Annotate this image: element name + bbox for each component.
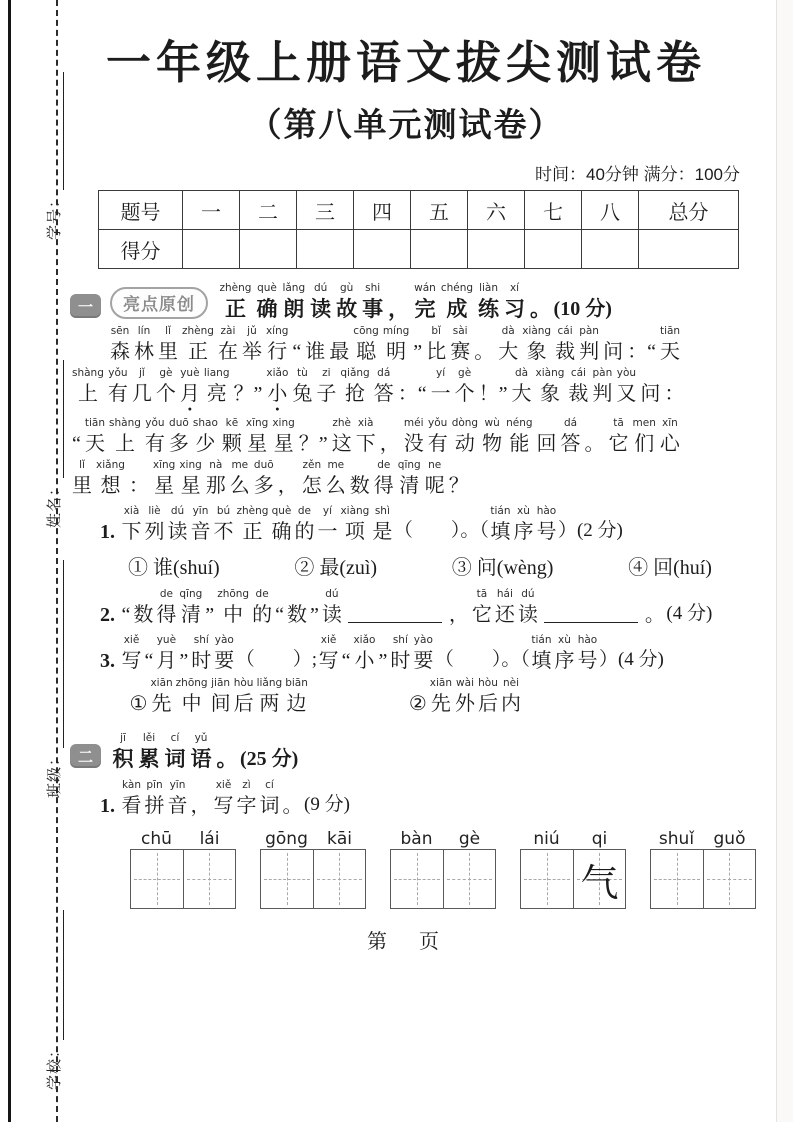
ruby-char: zì 字 [236, 779, 257, 818]
ruby-char: liè 列 [144, 505, 165, 544]
ruby-char: zhōng 中 [175, 677, 208, 716]
writing-cell[interactable] [443, 850, 495, 908]
question-number-cell: 八 [582, 191, 639, 230]
writing-cell[interactable] [703, 850, 755, 908]
grid-pinyin: gè [458, 829, 481, 850]
page-left-border [8, 0, 11, 1122]
grid-pinyin: kāi [327, 829, 352, 850]
ruby-char: xīng 星 [245, 417, 269, 456]
answer-blank[interactable] [348, 589, 442, 623]
name-field[interactable] [44, 360, 64, 528]
section2-header [70, 733, 742, 771]
page-title: 一年级上册语文拔尖测试卷 [105, 37, 706, 88]
writing-cell[interactable] [313, 850, 365, 908]
ruby-char: 数 [133, 604, 154, 627]
ruby-char: shao 少 [192, 417, 218, 456]
ruby-char: dú 读 [310, 282, 332, 321]
question-number-cell: 一 [183, 191, 240, 230]
q1-option-1[interactable]: ① 谁(shuí) [128, 557, 220, 580]
grid-pinyin: bàn [400, 829, 433, 850]
question-1-number: 1. [100, 521, 115, 544]
ruby-char: me 么 [229, 459, 250, 498]
ruby-char: cái 裁 [568, 367, 589, 406]
passage-line-4 [70, 460, 742, 497]
ruby-char: biān 边 [285, 677, 308, 716]
ruby-char: “ [292, 341, 302, 364]
score-cell[interactable] [525, 230, 582, 269]
ruby-char: duō 多 [253, 459, 274, 498]
class-label: 班级： [47, 749, 63, 798]
written-char [391, 850, 443, 908]
ruby-char: zài 在 [217, 325, 238, 364]
ruby-char: xiě 写 [213, 779, 234, 818]
ruby-char: xīn 心 [659, 417, 680, 456]
ruby-char: ： [128, 475, 149, 498]
name-fill-line[interactable] [59, 360, 64, 478]
name-label: 姓名： [47, 479, 63, 528]
ruby-char: shàng 上 [109, 417, 141, 456]
ruby-char: ” [413, 341, 423, 364]
ruby-char: qiǎng 抢 [340, 367, 370, 406]
ruby-char: ？” [298, 433, 328, 456]
written-char [131, 850, 183, 908]
score-cell[interactable] [582, 230, 639, 269]
ruby-char: ne 呢 [424, 459, 445, 498]
grid-pinyin-row [390, 829, 496, 849]
grid-pinyin: guǒ [713, 829, 746, 850]
ruby-char: yǒu 有 [427, 417, 448, 456]
text-run: ）(4 分) [598, 649, 664, 671]
ruby-char: liǎng 两 [256, 677, 283, 716]
ruby-char: sài 赛 [450, 325, 471, 364]
written-char [184, 850, 235, 908]
ruby-char: 。 [644, 604, 665, 627]
ruby-char: xiān 先 [150, 677, 173, 716]
school-label: 学校： [47, 1041, 63, 1090]
ruby-char: xù 序 [554, 634, 575, 673]
question-3-number: 3. [100, 650, 115, 673]
grid-pinyin-row [260, 829, 366, 849]
score-table [98, 190, 739, 269]
page-subtitle: （第八单元测试卷） [248, 106, 564, 143]
ruby-char: bǐ 比 [426, 325, 447, 364]
ruby-char: cái 裁 [555, 325, 576, 364]
ruby-char: míng 明 [382, 325, 410, 364]
ruby-char: 。 [584, 433, 605, 456]
ruby-char: xīng 星 [152, 459, 176, 498]
ruby-char: ” [310, 604, 319, 627]
class-fill-line[interactable] [59, 560, 64, 748]
written-char: 气 [580, 862, 619, 905]
ruby-char: xiān 先 [429, 677, 453, 716]
ruby-char: tián 填 [490, 505, 511, 544]
ruby-char: xí 习 [504, 282, 526, 321]
writing-cell[interactable] [131, 850, 183, 908]
ruby-char: wù 物 [482, 417, 503, 456]
ruby-char: “ [72, 433, 81, 456]
ruby-char: 问 [640, 383, 661, 406]
ruby-char: me 么 [325, 459, 346, 498]
ruby-char: qīng 清 [179, 588, 203, 627]
class-field[interactable] [44, 560, 64, 798]
ruby-char: xù 序 [513, 505, 534, 544]
question-number-cell: 二 [240, 191, 297, 230]
ruby-char: wán 完 [414, 282, 436, 321]
ruby-char: sēn 森 [110, 325, 130, 364]
ruby-char: ， [190, 795, 211, 818]
ruby-char: zhèng 正 [182, 325, 214, 364]
written-char [651, 850, 703, 908]
question-number-cell: 总分 [639, 191, 739, 230]
ruby-char: lěi 累 [138, 732, 160, 772]
ruby-char: nà 那 [205, 459, 226, 498]
ruby-char: de 得 [373, 459, 394, 498]
ruby-char: kē 颗 [221, 417, 242, 456]
ruby-char: cōng 聪 [353, 325, 379, 364]
page-right-edge [776, 0, 793, 1122]
ruby-char: néng 能 [506, 417, 533, 456]
ruby-char: xiǎo 小 [353, 634, 376, 673]
section1-number-badge: 一 [70, 294, 101, 318]
ruby-char: de 的 [252, 588, 273, 627]
score-cell[interactable] [183, 230, 240, 269]
student-id-fill-line[interactable] [59, 72, 64, 190]
ruby-char: zhōng 中 [217, 588, 250, 627]
question-1-options [128, 551, 712, 580]
section2-number-badge: 二 [70, 744, 101, 768]
ruby-char: yǔ 语 [190, 732, 212, 772]
grid-pinyin: chū [141, 829, 172, 850]
score-cell: 得分 [99, 230, 183, 269]
ruby-char: 。 [282, 795, 303, 818]
writing-cell[interactable] [391, 850, 443, 908]
ruby-char: gè 个 [155, 367, 176, 406]
word-grid-group [650, 829, 756, 909]
ruby-char: xiàng 项 [340, 505, 370, 544]
student-id-label: 学号： [47, 191, 63, 240]
student-id-field[interactable] [44, 72, 64, 240]
ruby-char: dú 读 [167, 505, 188, 544]
ruby-char: xiě 写 [121, 634, 142, 673]
q1-option-3[interactable]: ③ 问(wèng) [451, 557, 554, 580]
ruby-char: yīn 音 [167, 779, 188, 818]
ruby-char: jǔ 举 [241, 325, 262, 364]
ruby-char: chéng 成 [440, 282, 474, 321]
written-char [261, 850, 313, 908]
text-run: (25 分) [240, 748, 299, 771]
ruby-char: ！” [478, 383, 508, 406]
ruby-char: “ [121, 604, 131, 627]
ruby-char: yí 一 [430, 367, 451, 406]
ruby-char: xiǎo 小 ● [266, 368, 288, 413]
question-1 [100, 506, 742, 543]
ruby-char: lǐ 里 [72, 459, 92, 498]
grid-pinyin-row [130, 829, 236, 849]
ruby-char: tián 填 [531, 634, 552, 673]
word-grid-group [130, 829, 236, 909]
ruby-char: 。 [530, 298, 552, 321]
q1-option-2[interactable]: ② 最(zuì) [294, 557, 378, 580]
ruby-char: duō 多 [168, 417, 189, 456]
written-char [444, 850, 495, 908]
ruby-char: xiàng 象 [522, 325, 552, 364]
ruby-char: “ [275, 604, 284, 627]
ruby-char: xià 下 [355, 417, 376, 456]
ruby-char: shí 时 [390, 634, 411, 673]
q3-option-1[interactable] [128, 678, 309, 715]
ruby-char: shí 时 [191, 634, 212, 673]
ruby-char: ？ [448, 475, 469, 498]
ruby-char: 最 [329, 341, 350, 364]
ruby-char: 数 [287, 604, 307, 627]
q3-option-2[interactable] [407, 678, 522, 715]
ruby-char: ， [448, 604, 469, 627]
ruby-char: pàn 判 [592, 367, 613, 406]
ruby-char: jiān 间 [210, 677, 231, 716]
ruby-char: zhè 这 [331, 417, 352, 456]
grid-pinyin: shuǐ [658, 829, 695, 850]
ruby-char: gù 故 [336, 282, 358, 321]
score-cell[interactable] [639, 230, 739, 269]
writing-grids [130, 829, 746, 909]
ruby-char: xíng 行 [265, 325, 289, 364]
passage-line-2 [70, 368, 742, 413]
text-run: （ ）。（ [434, 649, 530, 671]
word-grid-group [520, 829, 626, 909]
word-grid-group [260, 829, 366, 909]
score-table-score-row [99, 230, 739, 269]
ruby-char: dà 大 [511, 367, 532, 406]
q1-option-4[interactable]: ④ 回(huí) [628, 557, 712, 580]
ruby-char: zi 子 [316, 367, 337, 406]
ruby-char: tù 兔 [292, 367, 313, 406]
score-cell[interactable] [468, 230, 525, 269]
ruby-char: shi 事 [362, 282, 384, 321]
ruby-char: 谁 [305, 341, 326, 364]
ruby-char: 。 [474, 341, 495, 364]
ruby-char: xiǎng 想 [96, 459, 125, 498]
ruby-char: liàn 练 [478, 282, 500, 321]
ruby-char: ” [179, 650, 189, 673]
ruby-char: tā 它 [608, 417, 629, 456]
page-footer: 第 页 [367, 931, 445, 954]
ruby-char: shì 是 [372, 505, 393, 544]
ruby-char: hòu 后 [233, 677, 254, 716]
ruby-char: yuè 月 [156, 634, 177, 673]
grid-pinyin: niú [533, 829, 560, 850]
ruby-char: hào 号 [577, 634, 598, 673]
text-run: （ ）。（ [393, 520, 489, 542]
ruby-char: qīng 清 [397, 459, 421, 498]
question-number-cell: 六 [468, 191, 525, 230]
written-char [314, 850, 365, 908]
ruby-char: lín 林 [134, 325, 154, 364]
writing-boxes [650, 849, 756, 909]
grid-pinyin-row [650, 829, 756, 849]
ruby-char: cí 词 [164, 732, 186, 772]
score-table-header-row [99, 191, 739, 230]
writing-cell[interactable] [651, 850, 703, 908]
ruby-char: cí 词 [259, 779, 280, 818]
ruby-char: dà 大 [498, 325, 519, 364]
ruby-char: ① [129, 693, 148, 716]
written-char [704, 850, 755, 908]
ruby-char: ” [378, 650, 388, 673]
question-number-cell: 七 [525, 191, 582, 230]
ruby-char: de 得 [156, 588, 177, 627]
question-3-options [128, 678, 742, 715]
text-run: (9 分) [304, 794, 350, 816]
ruby-char: “ [144, 650, 154, 673]
ruby-char: tiān 天 [659, 325, 681, 364]
grid-pinyin-row [520, 829, 626, 849]
ruby-char: pīn 拼 [144, 779, 165, 818]
ruby-char: dá 答 [373, 367, 394, 406]
text-run: (10 分) [553, 298, 612, 320]
ruby-char: yào 要 [413, 634, 434, 673]
text-run: ）(2 分) [557, 520, 623, 542]
ruby-char: bú 不 [213, 505, 234, 544]
ruby-char: ， [388, 298, 410, 321]
ruby-char: què 确 [271, 505, 292, 544]
ruby-char: ： [664, 383, 685, 406]
section1-header [70, 283, 742, 321]
writing-boxes [260, 849, 366, 909]
score-cell[interactable] [240, 230, 297, 269]
ruby-char: zhèng 正 [219, 282, 252, 321]
score-cell[interactable] [354, 230, 411, 269]
school-fill-line[interactable] [59, 910, 64, 1040]
ruby-char: xing 星 [179, 459, 202, 498]
ruby-char: zhèng 正 [236, 505, 269, 544]
ruby-char: 。 [216, 748, 238, 772]
ruby-char: 问 [603, 341, 624, 364]
ruby-char: què 确 [256, 282, 278, 321]
ruby-char: zěn 怎 [301, 459, 322, 498]
ruby-char: “ [341, 650, 351, 673]
writing-boxes [130, 849, 236, 909]
text-run: (4 分) [666, 603, 713, 625]
question-number-cell: 四 [354, 191, 411, 230]
section2-question-1 [100, 780, 742, 817]
ruby-char: dú 读 [517, 588, 538, 627]
school-field[interactable] [44, 910, 64, 1090]
section2-title [110, 733, 298, 771]
ruby-char: men 们 [632, 417, 656, 456]
ruby-char: nèi 内 [501, 677, 522, 716]
ruby-char: jǐ 几 [131, 367, 152, 406]
grid-pinyin: lái [199, 829, 220, 850]
ruby-char: jī 积 [112, 732, 134, 772]
passage-line-3 [70, 418, 742, 455]
ruby-char: liang 亮 [203, 367, 230, 406]
ruby-char: 回 [536, 433, 557, 456]
ruby-char: ， [277, 475, 298, 498]
ruby-char: kàn 看 [121, 779, 142, 818]
ruby-char: ” [205, 604, 215, 627]
ruby-char: 数 [349, 475, 370, 498]
ruby-char: xià 下 [121, 505, 142, 544]
ruby-char: xiàng 象 [535, 367, 565, 406]
ruby-char: lǎng 朗 [282, 282, 306, 321]
writing-cell[interactable] [573, 850, 625, 908]
main-content [70, 0, 746, 954]
ruby-char: tā 它 [471, 588, 492, 627]
time-score-meta: 时间：40分钟 满分：100分 [535, 165, 740, 184]
answer-blank[interactable] [544, 589, 638, 623]
ruby-char: yǒu 有 [144, 417, 165, 456]
question-2 [100, 589, 742, 626]
ruby-char: dòng 动 [451, 417, 479, 456]
score-cell[interactable] [411, 230, 468, 269]
question-2-number: 2. [100, 604, 115, 627]
ruby-char: méi 没 [403, 417, 424, 456]
question-number-cell: 五 [411, 191, 468, 230]
passage-line-1 [70, 326, 742, 363]
writing-cell[interactable] [261, 850, 313, 908]
original-highlight-badge: 亮点原创 [110, 287, 208, 319]
ruby-char: ② [408, 693, 427, 716]
written-char [521, 850, 573, 908]
ruby-char: xiě 写 [318, 634, 339, 673]
ruby-char: ：“ [627, 341, 656, 364]
question-number-cell: 三 [297, 191, 354, 230]
ruby-char: hòu 后 [478, 677, 499, 716]
word-grid-group [390, 829, 496, 909]
text-run: （ ）; [235, 649, 318, 671]
question-3 [100, 635, 742, 672]
ruby-char: yīn 音 [190, 505, 211, 544]
grid-pinyin: qi [591, 829, 608, 850]
ruby-char: dú 读 [321, 588, 342, 627]
ruby-char: hái 还 [494, 588, 515, 627]
ruby-char: de 的 [294, 505, 315, 544]
ruby-char: lǐ 里 [158, 325, 178, 364]
ruby-char: yòu 又 [616, 367, 637, 406]
writing-boxes [520, 849, 626, 909]
ruby-char: tiān 天 [84, 417, 106, 456]
grid-pinyin: gōng [265, 829, 308, 850]
section1-title [217, 283, 612, 321]
writing-boxes [390, 849, 496, 909]
score-cell[interactable] [297, 230, 354, 269]
question-number-cell: 题号 [99, 191, 183, 230]
ruby-char: pàn 判 [579, 325, 600, 364]
ruby-char: gè 个 [454, 367, 475, 406]
ruby-char: ， [379, 433, 400, 456]
writing-cell[interactable] [183, 850, 235, 908]
writing-cell[interactable] [521, 850, 573, 908]
ruby-char: yào 要 [214, 634, 235, 673]
s2-question-1-number: 1. [100, 795, 115, 818]
ruby-char: hào 号 [536, 505, 557, 544]
ruby-char: yí 一 [317, 505, 338, 544]
ruby-char: yuè 月 ● [180, 368, 200, 413]
ruby-char: xing 星 [272, 417, 295, 456]
ruby-char: shàng 上 [72, 367, 104, 406]
ruby-char: yǒu 有 [107, 367, 128, 406]
ruby-char: wài 外 [455, 677, 476, 716]
ruby-char: ？” [233, 383, 263, 406]
ruby-char: ：“ [397, 383, 427, 406]
ruby-char: dá 答 [560, 417, 581, 456]
